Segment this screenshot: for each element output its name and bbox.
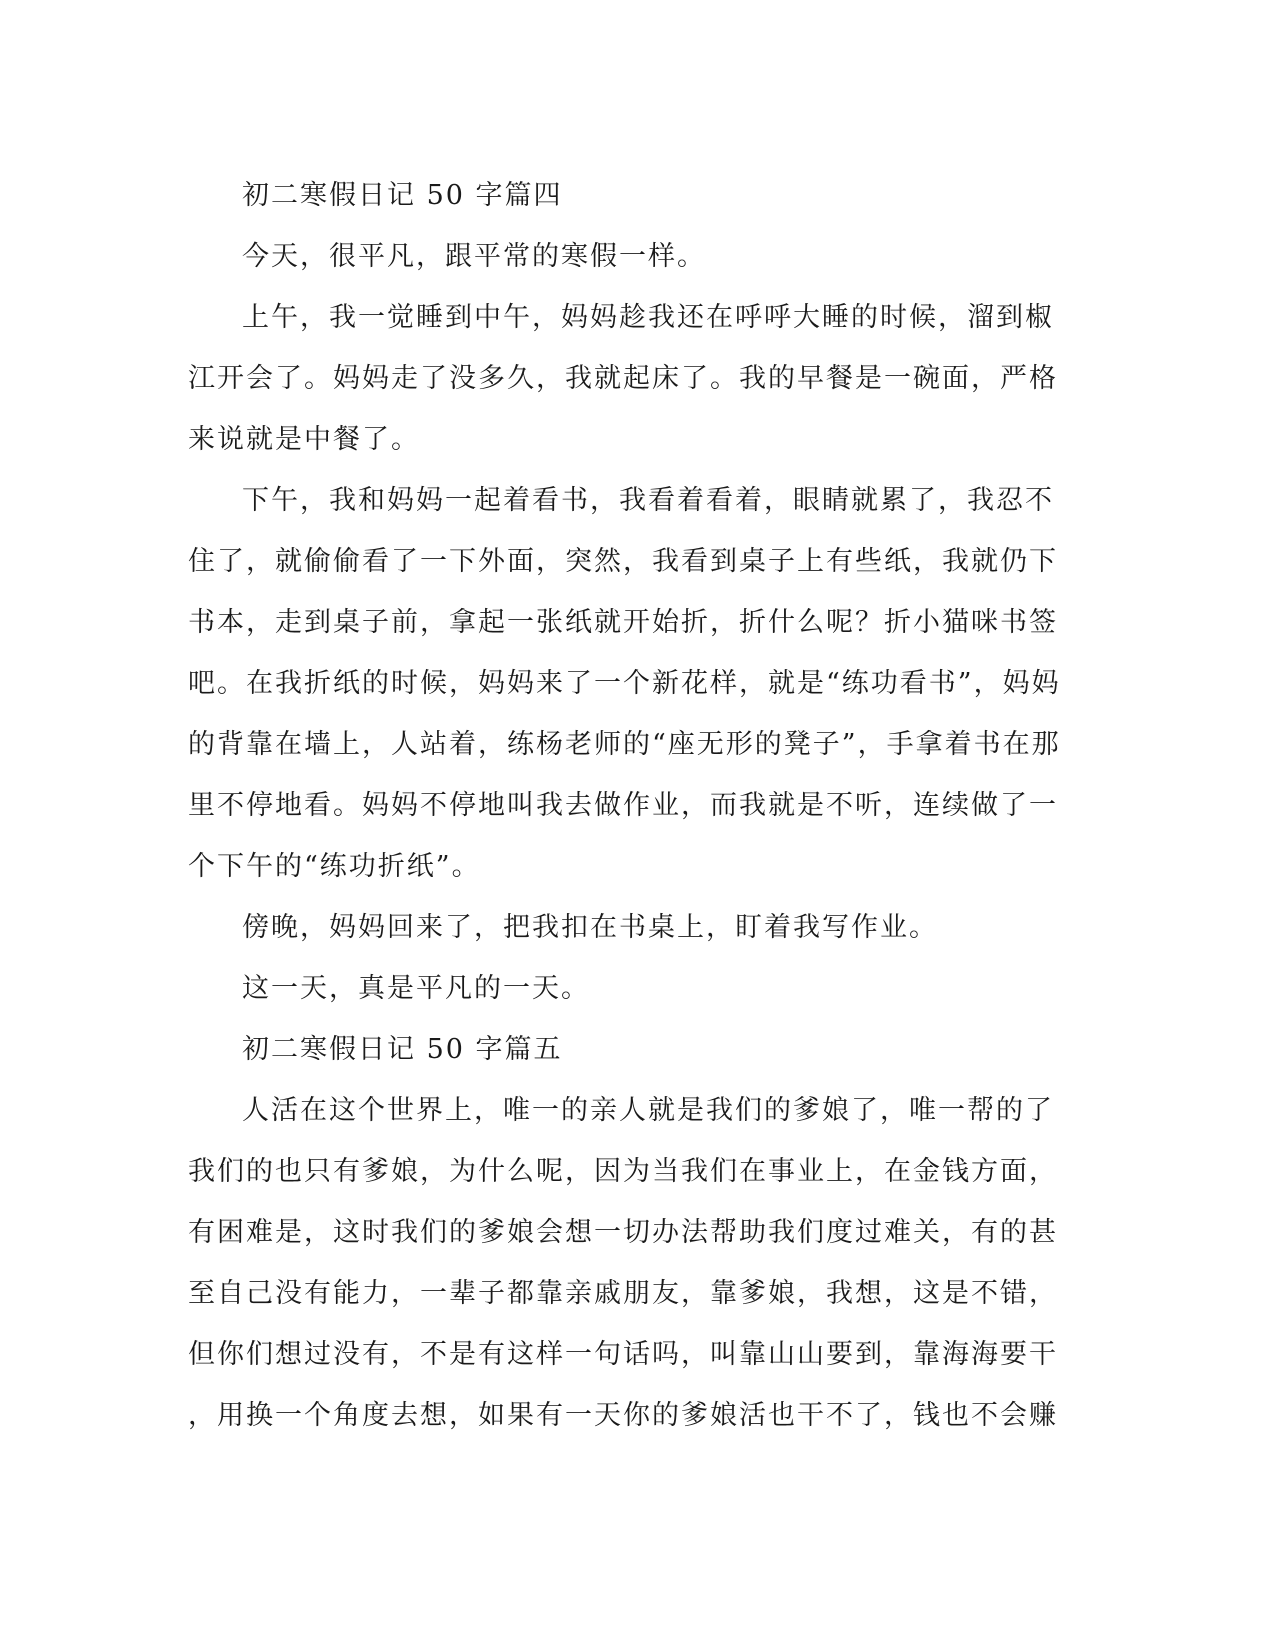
paragraph-line: 江开会了。妈妈走了没多久，我就起床了。我的早餐是一碗面，严格 (188, 363, 1058, 394)
paragraph-line: 有困难是，这时我们的爹娘会想一切办法帮助我们度过难关，有的甚 (188, 1217, 1058, 1248)
paragraph-line: 里不停地看。妈妈不停地叫我去做作业，而我就是不听，连续做了一 (188, 790, 1058, 821)
paragraph-line: 书本，走到桌子前，拿起一张纸就开始折，折什么呢？折小猫咪书签 (188, 607, 1058, 638)
document-body (188, 165, 1088, 1446)
paragraph-line: 住了，就偷偷看了一下外面，突然，我看到桌子上有些纸，我就仍下 (188, 546, 1058, 577)
paragraph-line: 今天，很平凡，跟平常的寒假一样。 (242, 241, 706, 272)
paragraph-line: ，用换一个角度去想，如果有一天你的爹娘活也干不了，钱也不会赚 (188, 1400, 1058, 1431)
paragraph-line: 但你们想过没有，不是有这样一句话吗，叫靠山山要到，靠海海要干 (188, 1339, 1058, 1370)
paragraph-line: 至自己没有能力，一辈子都靠亲戚朋友，靠爹娘，我想，这是不错， (188, 1278, 1058, 1309)
paragraph-line: 下午，我和妈妈一起着看书，我看着看着，眼睛就累了，我忍不 (242, 485, 1054, 516)
paragraph-line: 吧。在我折纸的时候，妈妈来了一个新花样，就是“练功看书”，妈妈 (188, 668, 1061, 699)
paragraph-line: 上午，我一觉睡到中午，妈妈趁我还在呼呼大睡的时候，溜到椒 (242, 302, 1054, 333)
paragraph-line: 来说就是中餐了。 (188, 424, 420, 455)
section-heading: 初二寒假日记 50 字篇四 (242, 180, 563, 211)
paragraph-line: 我们的也只有爹娘，为什么呢，因为当我们在事业上，在金钱方面， (188, 1156, 1058, 1187)
paragraph-line: 这一天，真是平凡的一天。 (242, 973, 590, 1004)
paragraph-line: 个下午的“练功折纸”。 (188, 851, 481, 882)
paragraph-line: 傍晚，妈妈回来了，把我扣在书桌上，盯着我写作业。 (242, 912, 938, 943)
paragraph-line: 人活在这个世界上，唯一的亲人就是我们的爹娘了，唯一帮的了 (242, 1095, 1054, 1126)
section-heading: 初二寒假日记 50 字篇五 (242, 1034, 563, 1065)
paragraph-line: 的背靠在墙上，人站着，练杨老师的“座无形的凳子”，手拿着书在那 (188, 729, 1061, 760)
